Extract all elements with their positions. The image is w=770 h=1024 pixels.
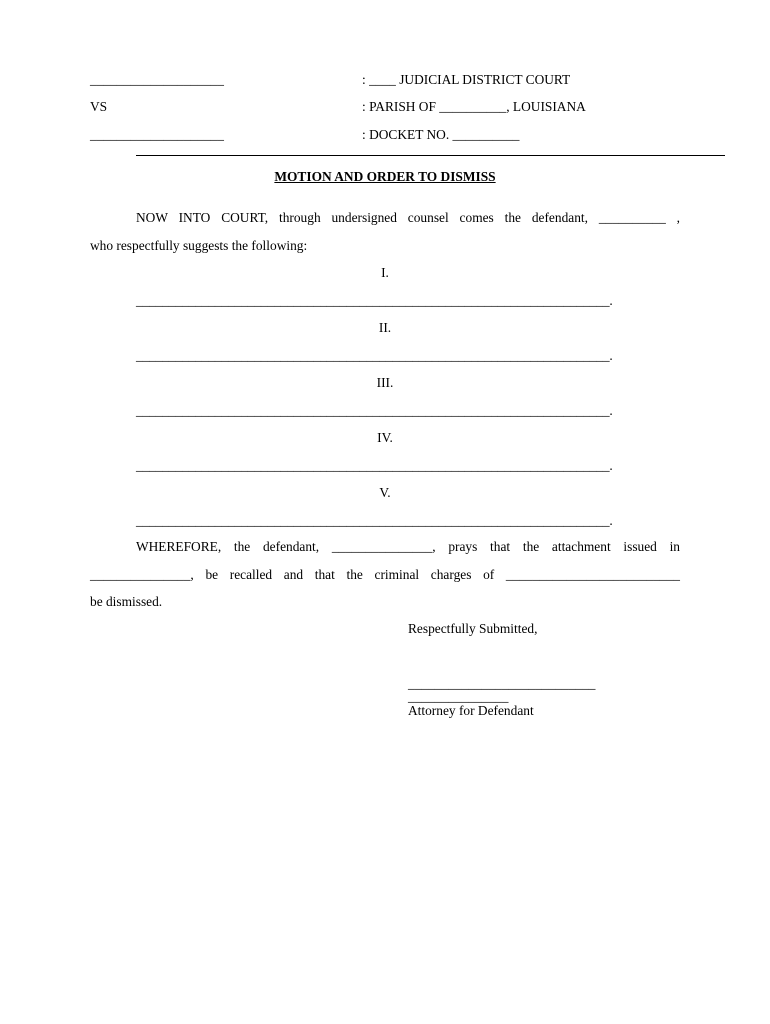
intro-line-2: who respectfully suggests the following: xyxy=(90,238,308,253)
section-numeral: IV. xyxy=(377,430,393,445)
section-blank-line: ________________________________________________________________________. xyxy=(136,348,613,363)
wherefore-line-2: _______________, be recalled and that the criminal charges of __________________________ xyxy=(90,567,680,582)
signature-closing: Respectfully Submitted, xyxy=(408,621,538,636)
section-numeral: V. xyxy=(379,485,391,500)
caption-versus: VS xyxy=(90,99,108,114)
caption-parish-line: : PARISH OF __________, LOUISIANA xyxy=(362,99,586,114)
section-blank-line: ________________________________________________________________________. xyxy=(136,513,613,528)
signature-role: Attorney for Defendant xyxy=(408,703,534,718)
signature-line: ____________________________ xyxy=(408,676,596,691)
signature-line-continued: _______________ xyxy=(408,689,509,704)
section-numeral: I. xyxy=(381,265,389,280)
caption-divider xyxy=(136,155,725,156)
section-blank-line: ________________________________________________________________________. xyxy=(136,293,613,308)
caption-court-line: : ____ JUDICIAL DISTRICT COURT xyxy=(362,72,571,87)
wherefore-line-3: be dismissed. xyxy=(90,594,163,609)
caption-plaintiff-blank: ____________________ xyxy=(90,72,224,87)
intro-line-1: NOW INTO COURT, through undersigned counsel comes the defendant, __________ , xyxy=(136,210,680,225)
caption-defendant-blank: ____________________ xyxy=(90,127,224,142)
document-title: MOTION AND ORDER TO DISMISS xyxy=(274,169,496,184)
section-numeral: II. xyxy=(378,320,392,335)
section-numeral: III. xyxy=(376,375,394,390)
section-blank-line: ________________________________________________________________________. xyxy=(136,403,613,418)
caption-docket-line: : DOCKET NO. __________ xyxy=(362,127,520,142)
section-blank-line: ________________________________________________________________________. xyxy=(136,458,613,473)
wherefore-line-1: WHEREFORE, the defendant, _______________, prays that the attachment issued in xyxy=(136,539,680,554)
